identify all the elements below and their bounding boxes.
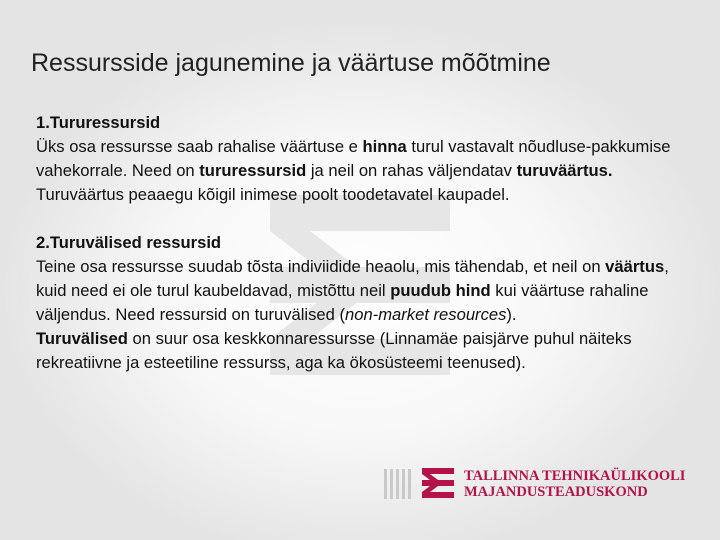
section2-paragraph2 [36,327,702,375]
text-run: on suur osa keskkonnaressursse (Linnamäe paisjärve puhul näiteks rekreatiivne ja esteetiline ressurss, aga ka ökosüsteemi teenused). [36,329,632,372]
text-run: ja neil on rahas väljendatav [306,161,517,180]
bold-term-tururessursid: tururessursid [199,161,307,180]
text-run: kui väärtuse rahaline väljendus. Need ressursid on turuvälised ( [36,281,649,324]
bold-term-turuvalised: Turuvälised [36,329,128,348]
italic-term-non-market: non-market resources [345,305,507,324]
section2-paragraph1 [36,255,702,327]
section1-heading: 1.Tururessursid [36,113,161,132]
logo-line1: TALLINNA TEHNIKAÜLIKOOLI [464,468,686,484]
section1-paragraph2: Turuväärtus peaaegu kõigil inimese poolt toodetavatel kaupadel. [36,185,510,204]
slide-title: Ressursside jagunemine ja väärtuse mõõtmine [31,49,551,77]
bold-term-vaartus: väärtus [605,257,665,276]
logo-stripes-icon [384,469,416,499]
bold-term-turuvaartus: turuväärtus. [516,161,613,180]
text-run: turul vastavalt nõudluse-pakkumise vahekorrale. Need on [36,137,671,180]
text-run: Üks osa ressursse saab rahalise väärtuse e [36,137,363,156]
text-run: , kuid need ei ole turul kaubeldavad, mistõttu neil [36,257,669,300]
logo-text [464,468,685,500]
text-run: Teine osa ressursse suudab tõsta indiviidide heaolu, mis tähendab, et neil on [36,257,606,276]
text-run: ). [506,305,517,324]
section2-heading: 2.Turuvälised ressursid [36,233,222,252]
logo-line2: MAJANDUSTEADUSKOND [464,484,648,500]
university-logo [384,465,714,505]
slide-body [36,111,702,375]
spacer [36,207,702,231]
ttu-logo-icon [420,465,456,501]
bold-term-puudub-hind: puudub hind [390,281,491,300]
section1-paragraph1 [36,135,702,183]
bold-term-hinna: hinna [362,137,407,156]
